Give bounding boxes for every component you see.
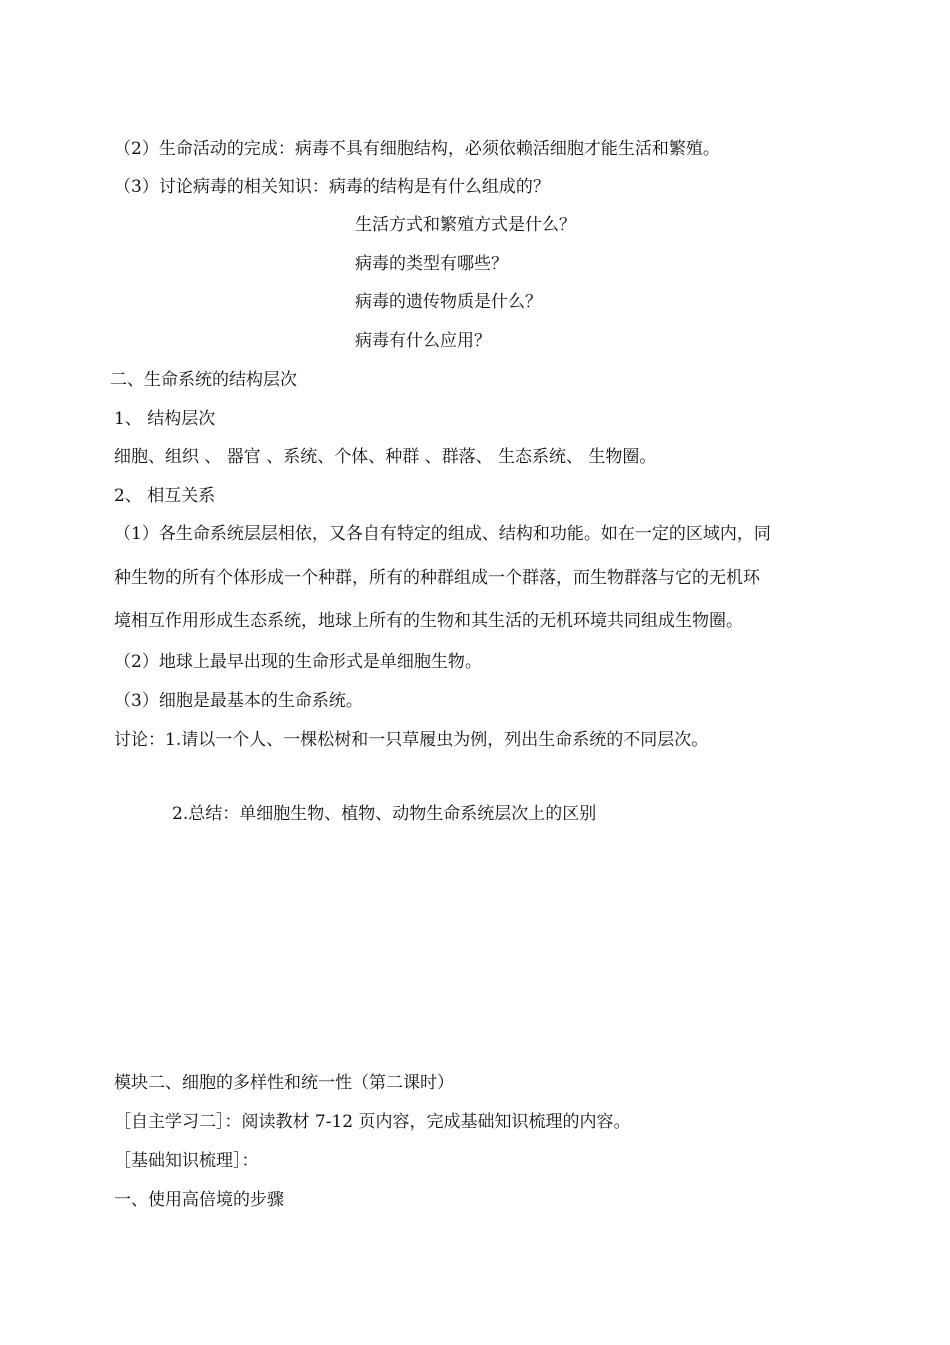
discussion-question-1: 讨论：1.请以一个人、一棵松树和一只草履虫为例，列出生命系统的不同层次。 [114, 730, 709, 750]
relationship-paragraph-line-3: 境相互作用形成生态系统，地球上所有的生物和其生活的无机环境共同组成生物圈。 [114, 611, 743, 631]
virus-question-applications: 病毒有什么应用？ [355, 331, 491, 351]
subheading-structure-levels: 1、 结构层次 [114, 409, 216, 429]
virus-life-activity-line: （2）生命活动的完成：病毒不具有细胞结构，必须依赖活细胞才能生活和繁殖。 [114, 139, 720, 159]
basic-knowledge-heading: ［基础知识梳理］： [114, 1151, 259, 1171]
self-study-instruction: ［自主学习二］：阅读教材 7-12 页内容，完成基础知识梳理的内容。 [114, 1112, 631, 1132]
relationship-paragraph-line-2: 种生物的所有个体形成一个种群，所有的种群组成一个群落，而生物群落与它的无机环 [114, 568, 760, 588]
high-power-lens-steps-heading: 一、使用高倍境的步骤 [114, 1190, 284, 1210]
earliest-life-form-line: （2）地球上最早出现的生命形式是单细胞生物。 [114, 652, 482, 672]
section-heading-life-system-levels: 二、生命系统的结构层次 [110, 370, 297, 390]
module-two-heading: 模块二、细胞的多样性和统一性（第二课时） [114, 1073, 454, 1093]
virus-discussion-line: （3）讨论病毒的相关知识：病毒的结构是有什么组成的？ [114, 177, 550, 197]
discussion-question-2: 2.总结：单细胞生物、植物、动物生命系统层次上的区别 [172, 804, 597, 824]
virus-question-genetic-material: 病毒的遗传物质是什么？ [355, 292, 542, 312]
structure-levels-list: 细胞、组织 、 器官 、系统、个体、种群 、群落、 生态系统、 生物圈。 [114, 447, 657, 467]
relationship-paragraph-line-1: （1）各生命系统层层相依，又各自有特定的组成、结构和功能。如在一定的区域内，同 [114, 524, 771, 544]
basic-life-system-line: （3）细胞是最基本的生命系统。 [114, 691, 363, 711]
virus-question-types: 病毒的类型有哪些？ [355, 254, 508, 274]
virus-question-lifestyle: 生活方式和繁殖方式是什么？ [355, 215, 576, 235]
subheading-relationships: 2、 相互关系 [114, 486, 216, 506]
